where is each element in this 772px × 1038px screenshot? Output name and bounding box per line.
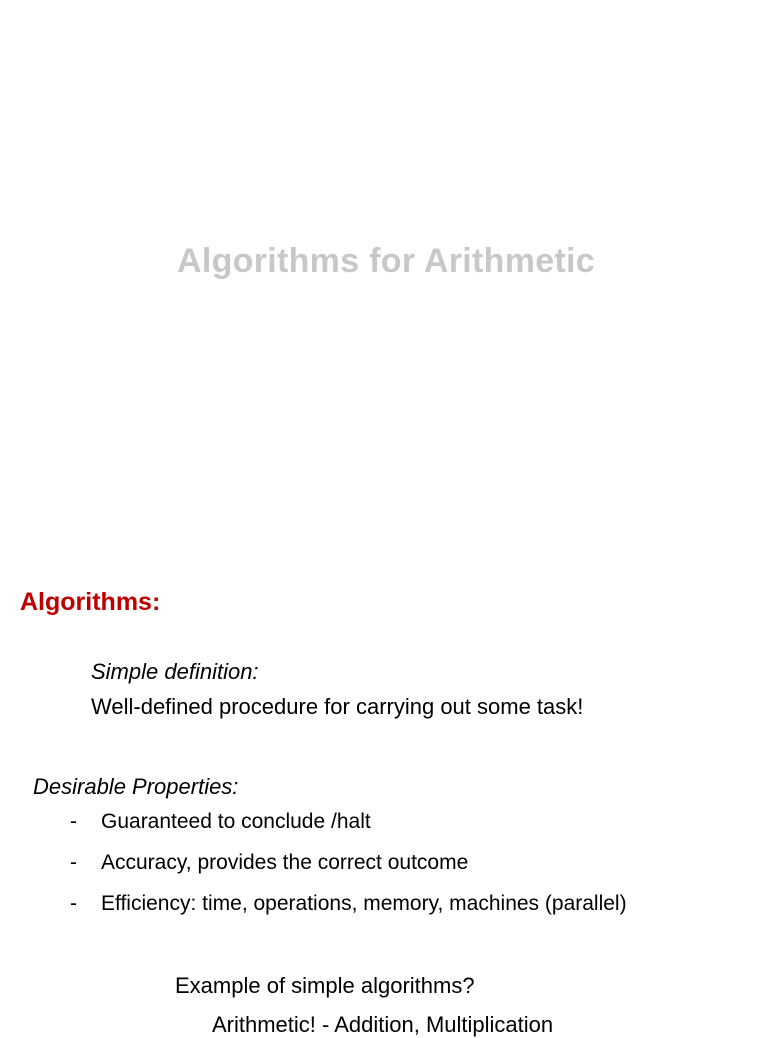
properties-list <box>70 810 627 933</box>
dash-bullet: - <box>70 892 77 915</box>
property-text: Accuracy, provides the correct outcome <box>101 851 469 874</box>
example-item-partial: Arithmetic! - Addition, Multiplication <box>212 1012 554 1037</box>
dash-bullet: - <box>70 810 77 833</box>
dash-bullet: - <box>70 851 77 874</box>
section-heading: Algorithms: <box>20 588 161 616</box>
property-item <box>70 810 627 851</box>
definition-text: Well-defined procedure for carrying out some task! <box>91 694 584 719</box>
properties-label: Desirable Properties: <box>33 774 239 799</box>
definition-label: Simple definition: <box>91 659 259 684</box>
property-item <box>70 851 627 892</box>
property-item <box>70 892 627 933</box>
slide-title: Algorithms for Arithmetic <box>176 242 596 280</box>
property-text: Efficiency: time, operations, memory, machines (parallel) <box>101 892 627 915</box>
property-text: Guaranteed to conclude /halt <box>101 810 371 833</box>
example-question: Example of simple algorithms? <box>175 973 475 998</box>
